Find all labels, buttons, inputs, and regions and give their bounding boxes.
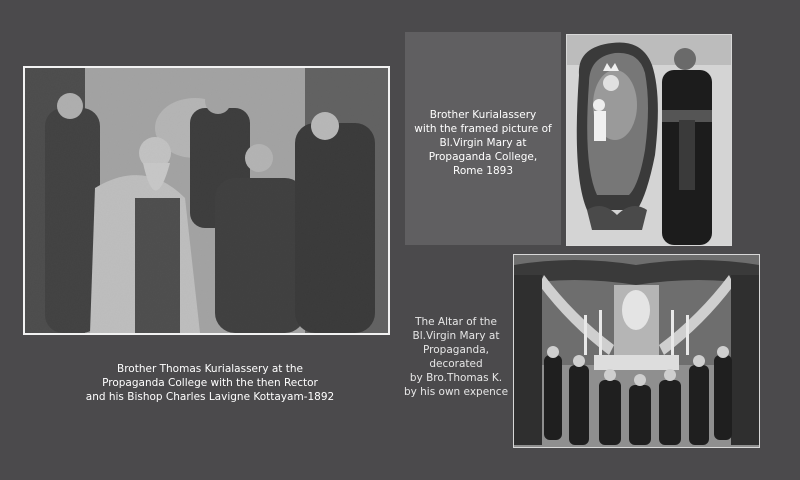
group-portrait-photo [23,66,390,335]
group-photo-caption: Brother Thomas Kurialassery at the Propaganda College with the then Rector and his Bishop Charles Lavigne Kottayam-1892 [85,363,335,403]
altar-photo-caption: The Altar of the Bl.Virgin Mary at Propaganda, decorated by Bro.Thomas K. by his own expence [403,316,509,398]
brother-with-framed-picture-photo [566,34,732,246]
decorated-altar-photo [513,254,760,448]
brother-photo-caption: Brother Kurialassery with the framed picture of Bl.Virgin Mary at Propaganda College, Rome 1893 [414,109,552,177]
